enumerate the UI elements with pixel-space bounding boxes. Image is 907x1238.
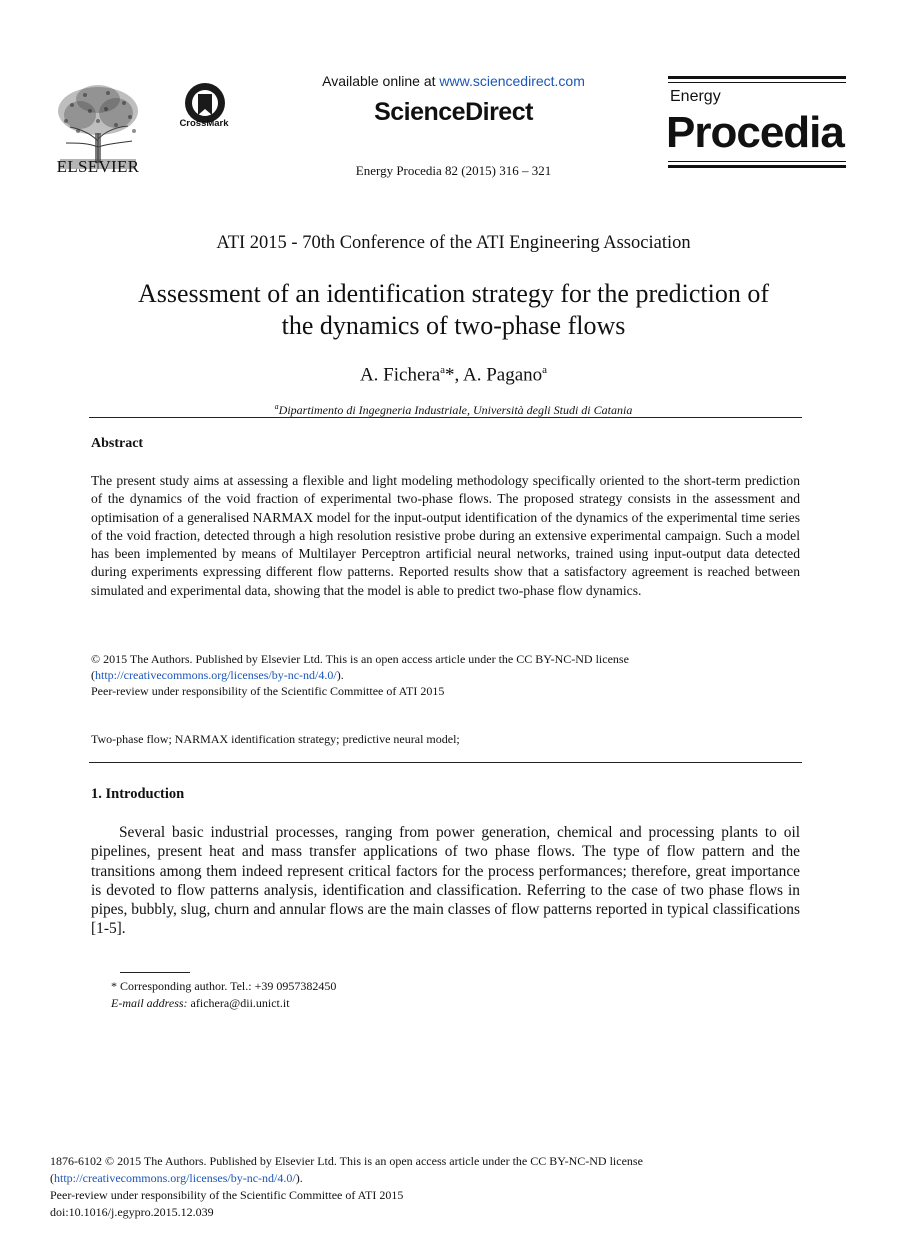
journal-logo-bottom-rules <box>668 161 846 171</box>
email-label: E-mail address: <box>111 995 188 1010</box>
footer-line-2 <box>50 1170 643 1187</box>
author-2: , A. Pagano <box>454 364 543 386</box>
footer-license-link[interactable]: http://creativecommons.org/licenses/by-nc-nd/4.0/ <box>54 1171 296 1185</box>
paren-close: ). <box>336 668 344 682</box>
journal-citation: Energy Procedia 82 (2015) 316 – 321 <box>355 163 552 178</box>
paper-title-line-1: Assessment of an identification strategy for the prediction of <box>137 279 770 308</box>
sciencedirect-link[interactable]: www.sciencedirect.com <box>439 73 585 89</box>
license-line-3: Peer-review under responsibility of the Scientific Committee of ATI 2015 <box>91 684 445 698</box>
license-link[interactable]: http://creativecommons.org/licenses/by-nc-nd/4.0/ <box>95 668 337 682</box>
email-address: afichera@dii.unict.it <box>187 995 290 1010</box>
author-1-affiliation-mark: a <box>440 364 446 376</box>
sciencedirect-wordmark: ScienceDirect <box>374 98 533 126</box>
crossmark-label: CrossMark <box>179 118 229 129</box>
keywords: Two-phase flow; NARMAX identification strategy; predictive neural model; <box>91 732 460 746</box>
available-prefix: Available online at <box>322 73 440 89</box>
section-heading-introduction: 1. Introduction <box>91 786 185 802</box>
divider-keywords <box>89 762 802 763</box>
affiliation-mark: a <box>274 402 279 411</box>
journal-logo-procedia: Procedia <box>666 108 844 157</box>
paren-open: ( <box>91 668 95 682</box>
journal-logo-energy: Energy <box>670 88 721 105</box>
footer-line-3: Peer-review under responsibility of the Scientific Committee of ATI 2015 <box>50 1188 404 1202</box>
footer-paren-close: ). <box>295 1171 303 1185</box>
license-line-1: © 2015 The Authors. Published by Elsevier Ltd. This is an open access article under the CC BY-NC-ND license <box>91 652 629 666</box>
footer-doi: doi:10.1016/j.egypro.2015.12.039 <box>50 1205 214 1219</box>
license-block <box>91 651 800 699</box>
footer-paren-open: ( <box>50 1171 54 1185</box>
introduction-body: Several basic industrial processes, ranging from power generation, chemical and processing plants to oil pipelines, present heat and mass transfer applications of two phase flows. The type of flow pattern and the transitions among them indeed represent critical factors for the process performances; therefore, great importance is devoted to flow patterns analysis, identification and classification. Referring to the case of two phase flows in pipes, bubbly, slug, churn and annular flows are the main classes of flow patterns reported in typical classifications [1-5]. <box>91 824 800 938</box>
affiliation <box>0 402 907 418</box>
abstract-body: The present study aims at assessing a flexible and light modeling methodology specifically oriented to the short-term prediction of the dynamics of the void fraction of experimental two-phase flows. The proposed strategy consists in the assessment and optimisation of a generalised NARMAX model for the input-output identification of the dynamics of the experimental time series of the void fraction, detected through a high resolution resistive probe during an extensive experimental campaign. Such a model has been implemented by means of Multilayer Perceptron artificial neural networks, trained using input-output data detected during experiments expressing different flow patterns. Reported results show that a satisfactory agreement is reached between simulated and experimental data, showing that the model is able to predict two-phase flow dynamics. <box>91 473 800 598</box>
author-2-affiliation-mark: a <box>542 364 548 376</box>
journal-logo-top-rules <box>668 76 846 83</box>
divider-top <box>89 417 802 418</box>
footnote-rule <box>120 972 190 973</box>
email-line <box>111 995 336 1012</box>
corresponding-author: * Corresponding author. Tel.: +39 0957382450 <box>111 979 337 993</box>
footnote <box>111 978 336 1011</box>
author-1: A. Fichera <box>359 364 441 386</box>
elsevier-wordmark: ELSEVIER <box>56 157 140 176</box>
conference-name: ATI 2015 - 70th Conference of the ATI Engineering Association <box>216 233 691 253</box>
authors <box>0 364 907 386</box>
footer-line-1: 1876-6102 © 2015 The Authors. Published by Elsevier Ltd. This is an open access article under the CC BY-NC-ND license <box>50 1154 643 1168</box>
paper-title <box>60 278 847 342</box>
abstract-heading: Abstract <box>91 436 144 451</box>
license-line-2 <box>91 667 800 683</box>
page-footer <box>50 1153 643 1221</box>
corresponding-mark: * <box>445 364 455 386</box>
affiliation-text: Dipartimento di Ingegneria Industriale, Università degli Studi di Catania <box>278 403 633 417</box>
paper-title-line-2: the dynamics of two-phase flows <box>281 311 626 340</box>
